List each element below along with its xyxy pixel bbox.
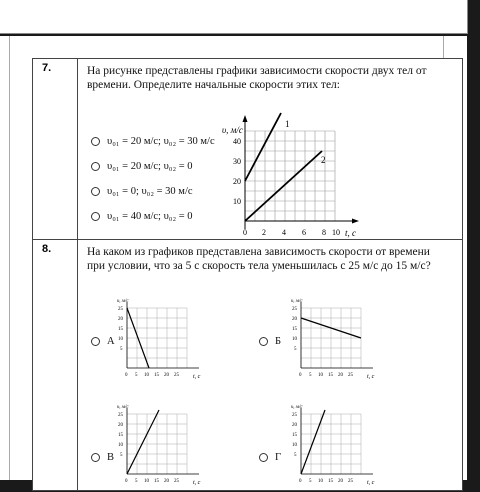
- x-tick: 5: [135, 373, 138, 378]
- y-tick: 20: [292, 317, 297, 322]
- radio-button[interactable]: [91, 137, 100, 146]
- y-axis-label: υ, м/с: [117, 299, 129, 304]
- question-number: 8.: [42, 243, 52, 255]
- y-tick: 5: [294, 453, 297, 458]
- y-axis-label: υ, м/с: [291, 405, 303, 410]
- y-axis-label: υ, м/с: [117, 405, 129, 410]
- previous-question-card: [0, 0, 468, 34]
- x-tick: 10: [318, 373, 323, 378]
- x-tick: 10: [318, 479, 323, 484]
- left-rail: [9, 36, 10, 480]
- x-axis-label: t, с: [367, 374, 375, 380]
- y-tick: 25: [292, 413, 297, 418]
- question-number-cell: [33, 240, 78, 490]
- y-tick: 20: [118, 317, 123, 322]
- option-2[interactable]: [91, 161, 193, 172]
- x-tick: 2: [262, 228, 266, 237]
- radio-button[interactable]: [91, 162, 100, 171]
- x-tick: 25: [174, 479, 179, 484]
- question-number-cell: [33, 59, 78, 262]
- x-tick: 10: [144, 373, 149, 378]
- option-4[interactable]: [91, 211, 193, 222]
- y-tick: 15: [292, 433, 297, 438]
- y-tick: 25: [118, 413, 123, 418]
- x-tick: 15: [154, 479, 159, 484]
- graph-option-b: [283, 296, 393, 386]
- x-tick: 15: [328, 479, 333, 484]
- line-1-label: 1: [285, 119, 290, 129]
- question-number: 7.: [42, 62, 52, 74]
- option-label: А: [107, 336, 115, 347]
- x-axis-label: t, с: [193, 480, 201, 486]
- option-g[interactable]: [259, 452, 281, 463]
- x-tick: 20: [338, 479, 343, 484]
- y-axis-label: υ, м/с: [222, 125, 243, 135]
- x-tick: 5: [135, 479, 138, 484]
- y-tick: 10: [118, 443, 123, 448]
- x-tick: 20: [164, 373, 169, 378]
- y-tick: 20: [118, 423, 123, 428]
- graph-option-a: [109, 296, 219, 386]
- x-tick: 0: [125, 479, 128, 484]
- y-tick: 20: [233, 177, 241, 186]
- x-tick: 5: [309, 373, 312, 378]
- y-tick: 30: [233, 157, 241, 166]
- y-tick: 15: [292, 327, 297, 332]
- x-tick: 5: [309, 479, 312, 484]
- x-axis-label: t, с: [345, 228, 356, 238]
- option-b[interactable]: [259, 336, 281, 347]
- y-axis-label: υ, м/с: [291, 299, 303, 304]
- x-tick: 15: [328, 373, 333, 378]
- y-tick: 10: [233, 197, 241, 206]
- graph-line: [127, 410, 159, 474]
- y-tick: 25: [118, 307, 123, 312]
- x-tick: 8: [322, 228, 326, 237]
- x-tick: 25: [348, 373, 353, 378]
- x-tick: 6: [302, 228, 306, 237]
- worksheet-page: [0, 36, 467, 486]
- radio-button[interactable]: [91, 453, 100, 462]
- x-tick: 20: [164, 479, 169, 484]
- y-tick: 5: [120, 453, 123, 458]
- graph-line: [301, 410, 325, 474]
- y-tick: 40: [233, 137, 241, 146]
- graph-option-v: [109, 402, 219, 492]
- y-tick: 5: [120, 347, 123, 352]
- question-7: [32, 58, 463, 263]
- y-tick: 5: [294, 347, 297, 352]
- option-label: υ₀₁ = 40 м/с; υ₀₂ = 0: [107, 211, 193, 222]
- graph-line-2: [245, 151, 322, 221]
- graph-option-g: [283, 402, 393, 492]
- option-label: В: [107, 452, 115, 463]
- option-label: υ₀₁ = 0; υ₀₂ = 30 м/с: [107, 186, 193, 197]
- option-label: Б: [275, 336, 282, 347]
- radio-button[interactable]: [91, 212, 100, 221]
- y-tick: 15: [118, 433, 123, 438]
- question-text: На каком из графиков представлена зависимость скорости от времени при условии, что за 5 с скорость тела уменьшилась с 25 м/с до 15 м/с?: [87, 246, 431, 272]
- radio-button[interactable]: [259, 453, 268, 462]
- option-label: υ₀₁ = 20 м/с; υ₀₂ = 0: [107, 161, 193, 172]
- option-3[interactable]: [91, 186, 193, 197]
- x-tick: 0: [243, 228, 247, 237]
- x-tick: 0: [125, 373, 128, 378]
- option-label: υ₀₁ = 20 м/с; υ₀₂ = 30 м/с: [107, 136, 215, 147]
- radio-button[interactable]: [91, 337, 100, 346]
- x-tick: 10: [332, 228, 340, 237]
- x-tick: 10: [144, 479, 149, 484]
- question-text: На рисунке представлены графики зависимости скорости двух тел от времени. Определите начальные скорости этих тел:: [87, 65, 427, 91]
- y-tick: 25: [292, 307, 297, 312]
- x-tick: 25: [348, 479, 353, 484]
- radio-button[interactable]: [259, 337, 268, 346]
- x-tick: 0: [299, 479, 302, 484]
- x-tick: 0: [299, 373, 302, 378]
- y-tick: 10: [118, 337, 123, 342]
- y-tick: 10: [292, 443, 297, 448]
- line-2-label: 2: [321, 155, 326, 165]
- radio-button[interactable]: [91, 187, 100, 196]
- y-tick: 15: [118, 327, 123, 332]
- x-tick: 20: [338, 373, 343, 378]
- x-tick: 25: [174, 373, 179, 378]
- option-1[interactable]: [91, 136, 215, 147]
- y-tick: 20: [292, 423, 297, 428]
- x-tick: 4: [282, 228, 286, 237]
- x-tick: 15: [154, 373, 159, 378]
- x-axis-label: t, с: [193, 374, 201, 380]
- x-axis-label: t, с: [367, 480, 375, 486]
- option-label: Г: [275, 452, 282, 463]
- question-8: [32, 239, 463, 491]
- y-tick: 10: [292, 337, 297, 342]
